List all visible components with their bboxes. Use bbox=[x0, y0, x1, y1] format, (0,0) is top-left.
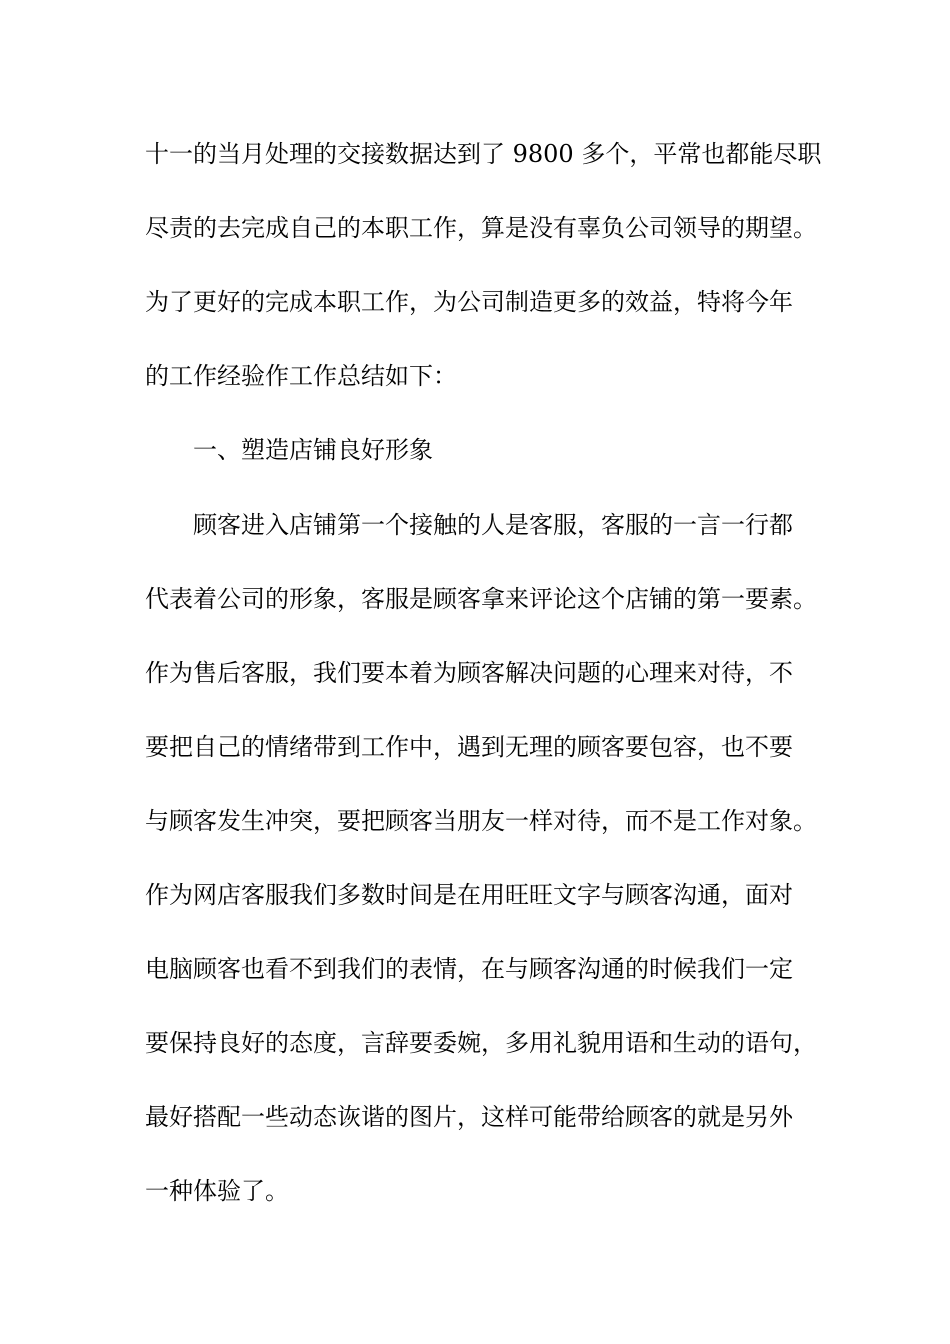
body-text-line: 要保持良好的态度，言辞要委婉，多用礼貌用语和生动的语句， bbox=[145, 1029, 817, 1057]
body-text-line: 电脑顾客也看不到我们的表情，在与顾客沟通的时候我们一定 bbox=[145, 955, 793, 983]
body-text-line: 十一的当月处理的交接数据达到了 9800 多个，平常也都能尽职 bbox=[145, 140, 822, 168]
body-text-line: 作为网店客服我们多数时间是在用旺旺文字与顾客沟通，面对 bbox=[145, 881, 793, 909]
paragraph-first-line: 顾客进入店铺第一个接触的人是客服，客服的一言一行都 bbox=[193, 511, 793, 539]
body-text-line: 的工作经验作工作总结如下： bbox=[145, 362, 457, 390]
body-text-line: 与顾客发生冲突，要把顾客当朋友一样对待，而不是工作对象。 bbox=[145, 807, 817, 835]
body-text-line: 代表着公司的形象，客服是顾客拿来评论这个店铺的第一要素。 bbox=[145, 585, 817, 613]
body-text-line: 要把自己的情绪带到工作中，遇到无理的顾客要包容，也不要 bbox=[145, 733, 793, 761]
body-text-line: 一种体验了。 bbox=[145, 1177, 289, 1205]
body-text-line: 最好搭配一些动态诙谐的图片，这样可能带给顾客的就是另外 bbox=[145, 1103, 793, 1131]
body-text-line: 尽责的去完成自己的本职工作，算是没有辜负公司领导的期望。 bbox=[145, 214, 817, 242]
body-text-line: 作为售后客服，我们要本着为顾客解决问题的心理来对待，不 bbox=[145, 659, 793, 687]
body-text-line: 为了更好的完成本职工作，为公司制造更多的效益，特将今年 bbox=[145, 288, 793, 316]
section-heading: 一、塑造店铺良好形象 bbox=[193, 436, 433, 464]
